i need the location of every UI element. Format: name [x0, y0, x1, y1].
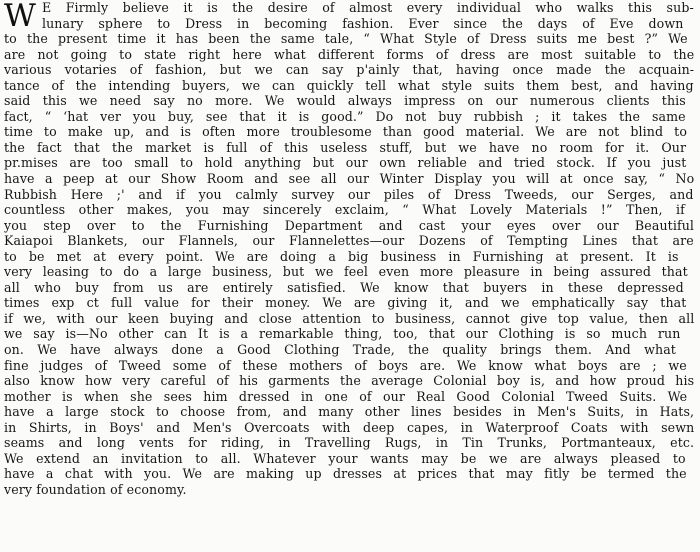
text-line: if we, with our keen buying and close attention to business, cannot give top value, then all — [4, 310, 694, 326]
text-line: lunary sphere to Dress in becoming fashion. Ever since the days of Eve down — [41, 15, 684, 31]
text-line: pr.mises are too small to hold anything but our own reliable and tried stock. If you just — [4, 155, 687, 171]
text-line: you step over to the Furnishing Department and cast your eyes over our Beautiful — [4, 217, 694, 233]
text-line: on. We have always done a Good Clothing Trade, the quality brings them. And what — [4, 342, 676, 358]
text-line: also know how very careful of his garments the average Colonial boy is, and how proud his — [4, 373, 694, 389]
text-line: various votaries of fashion, but we can say p'ainly that, having once made the acquain- — [4, 62, 694, 78]
text-line: Kaiapoi Blankets, our Flannels, our Flannelettes—our Dozens of Tempting Lines that are — [4, 233, 694, 249]
text-line: in Shirts, in Boys' and Men's Overcoats with deep capes, in Waterproof Coats with sewn — [4, 419, 694, 435]
text-line: to be met at every point. We are doing a big business in Furnishing at present. It is — [4, 248, 679, 264]
text-line: said this we need say no more. We would always impress on our numerous clients this — [4, 93, 686, 109]
text-line: all who buy from us are entirely satisfied. We know that buyers in these depressed — [4, 279, 684, 295]
text-line: times exp ct full value for their money. We are giving it, and we emphatically say that — [4, 295, 687, 311]
text-line: tance of the intending buyers, we can quickly tell what style suits them best, and having — [4, 77, 694, 93]
text-line: mother is when she sees him dressed in one of our Real Good Colonial Tweed Suits. We — [4, 388, 688, 404]
text-line: E Firmly believe it is the desire of almost every individual who walks this sub- — [41, 0, 694, 15]
text-line: very foundation of economy. — [4, 481, 187, 497]
text-line: the fact that the market is full of this useless stuff, but we have no room for it. Our — [4, 139, 687, 155]
text-line: have a large stock to choose from, and many other lines besides in Men's Suits, in Hats, — [4, 404, 694, 420]
text-line: we say is—No other can It is a remarkable thing, too, that our Clothing is so much run — [4, 326, 681, 342]
text-line: are not going to state right here what different forms of dress are most suitable to the — [4, 46, 694, 62]
text-line: seams and long vents for riding, in Travelling Rugs, in Tin Trunks, Portmanteaux, etc. — [4, 435, 694, 451]
drop-cap: W — [4, 0, 36, 34]
text-line: fact, “ ‘hat ver you buy, see that it is good.” Do not buy rubbish ; it takes the same — [4, 108, 686, 124]
text-line: Rubbish Here ;' and if you calmly survey our piles of Dress Tweeds, our Serges, and — [4, 186, 694, 202]
text-line: very leasing to do a large business, but we feel even more pleasure in being assured that — [4, 264, 688, 280]
text-line: fine judges of Tweed some of these mothers of boys are. We know what boys are ; we — [4, 357, 687, 373]
advertisement-text — [4, 0, 694, 498]
text-line: We extend an invitation to all. Whatever your wants may be we are always pleased to — [4, 450, 686, 466]
text-line: countless other makes, you may sincerely exclaim, “ What Lovely Materials !” Then, if — [4, 202, 685, 218]
text-line: to the present time it has been the same tale, “ What Style of Dress suits me best ?” We — [4, 31, 688, 47]
text-line: have a chat with you. We are making up dresses at prices that may fitly be termed the — [4, 466, 687, 482]
text-line: have a peep at our Show Room and see all our Winter Display you will at once say, “ No — [4, 171, 694, 187]
text-line: time to make up, and is often more troublesome than good material. We are not blind to — [4, 124, 688, 140]
